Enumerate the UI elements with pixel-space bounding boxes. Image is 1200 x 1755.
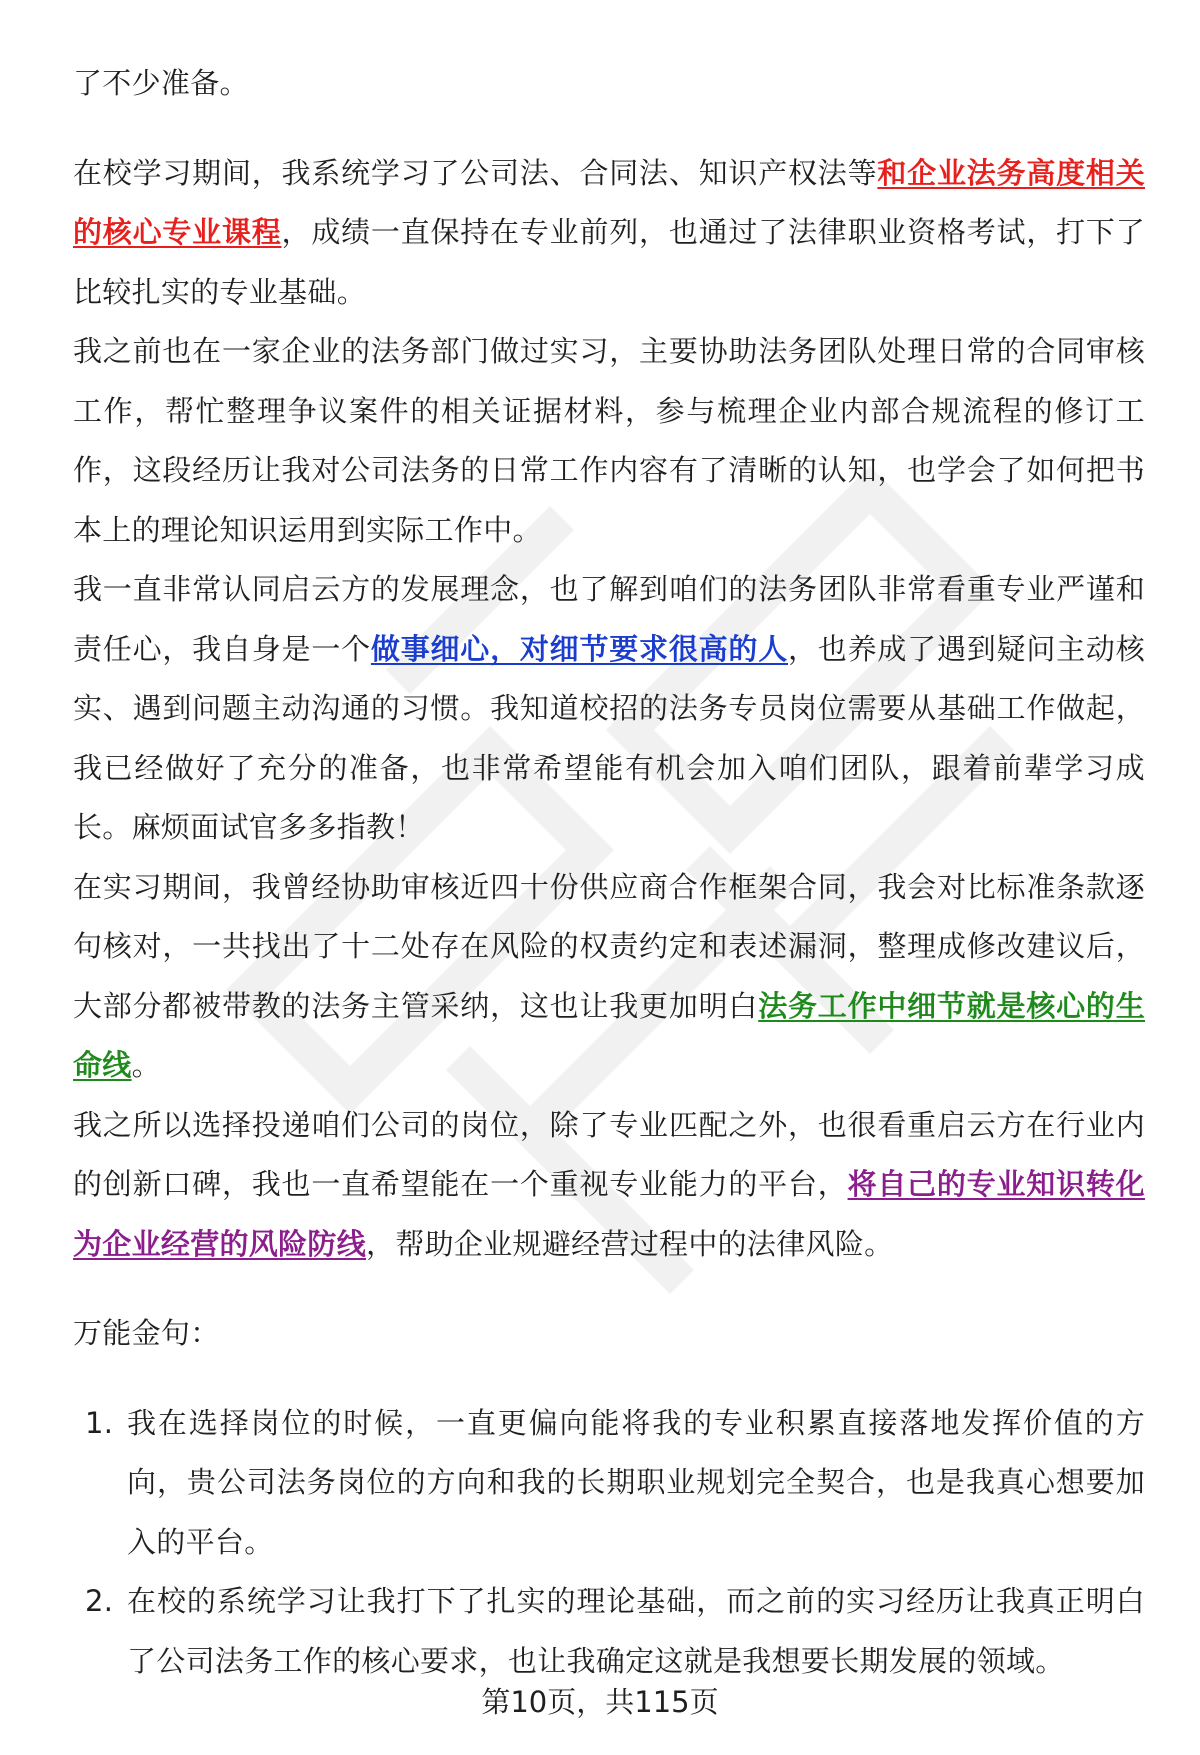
highlight-risk-defense: 将自己的专业知识转化为企业经营的风险防线 (73, 1167, 1145, 1261)
highlight-detail-oriented: 做事细心，对细节要求很高的人 (370, 631, 788, 666)
paragraph-motivation-text-b: ，也养成了遇到疑问主动核实、遇到问题主动沟通的习惯。我知道校招的法务专员岗位需要从基础工作做起，我已经做好了充分的准备，也非常希望能有机会加入咱们团队，跟着前辈学习成长。麻烦面试官多多指教！ (73, 631, 1145, 844)
page-number-footer: 第10页，共115页 (481, 1685, 719, 1719)
list-item-text: 我在选择岗位的时候，一直更偏向能将我的专业积累直接落地发挥价值的方向，贵公司法务岗位的方向和我的长期职业规划完全契合，也是我真心想要加入的平台。 (127, 1405, 1145, 1559)
paragraph-contract-review-text-b: 。 (131, 1048, 161, 1082)
golden-sentence-list (73, 1394, 1145, 1692)
section-heading-golden-sentences: 万能金句： (73, 1316, 220, 1350)
paragraph-internship: 我之前也在一家企业的法务部门做过实习，主要协助法务团队处理日常的合同审核工作，帮忙整理争议案件的相关证据材料，参与梳理企业内部合规流程的修订工作，这段经历让我对公司法务的日常工作内容有了清晰的认知，也学会了如何把书本上的理论知识运用到实际工作中。 (73, 334, 1145, 547)
paragraph-why-company (73, 1096, 1145, 1275)
paragraph-motivation-text-a: 我一直非常认同启云方的发展理念，也了解到咱们的法务团队非常看重专业严谨和责任心，我自身是一个 (73, 572, 1145, 666)
paragraph-study-text-b: ，成绩一直保持在专业前列，也通过了法律职业资格考试，打下了比较扎实的专业基础。 (73, 215, 1145, 309)
list-item (73, 1572, 1145, 1691)
paragraph-study (73, 144, 1145, 323)
document-body (73, 54, 1145, 1691)
paragraph-why-company-text-b: ，帮助企业规避经营过程中的法律风险。 (366, 1226, 894, 1261)
highlight-core-courses: 和企业法务高度相关的核心专业课程 (73, 155, 1146, 249)
paragraph-contract-review-text-a: 在实习期间，我曾经协助审核近四十份供应商合作框架合同，我会对比标准条款逐句核对，一共找出了十二处存在风险的权责约定和表述漏洞，整理成修改建议后，大部分都被带教的法务主管采纳，这也让我更加明白 (73, 869, 1145, 1023)
paragraph-study-text-a: 在校学习期间，我系统学习了公司法、合同法、知识产权法等 (73, 155, 878, 190)
list-item (73, 1394, 1145, 1573)
list-item-number: 2. (85, 1584, 114, 1618)
paragraph-why-company-text-a: 我之所以选择投递咱们公司的岗位，除了专业匹配之外，也很看重启云方在行业内的创新口碑，我也一直希望能在一个重视专业能力的平台， (73, 1107, 1145, 1201)
highlight-lifeline: 法务工作中细节就是核心的生命线 (73, 988, 1145, 1082)
paragraph-intro-end: 了不少准备。 (73, 66, 249, 100)
list-item-text: 在校的系统学习让我打下了扎实的理论基础，而之前的实习经历让我真正明白了公司法务工作的核心要求，也让我确定这就是我想要长期发展的领域。 (127, 1584, 1145, 1678)
list-item-number: 1. (85, 1405, 114, 1440)
paragraph-motivation (73, 560, 1145, 858)
paragraph-contract-review (73, 858, 1145, 1096)
